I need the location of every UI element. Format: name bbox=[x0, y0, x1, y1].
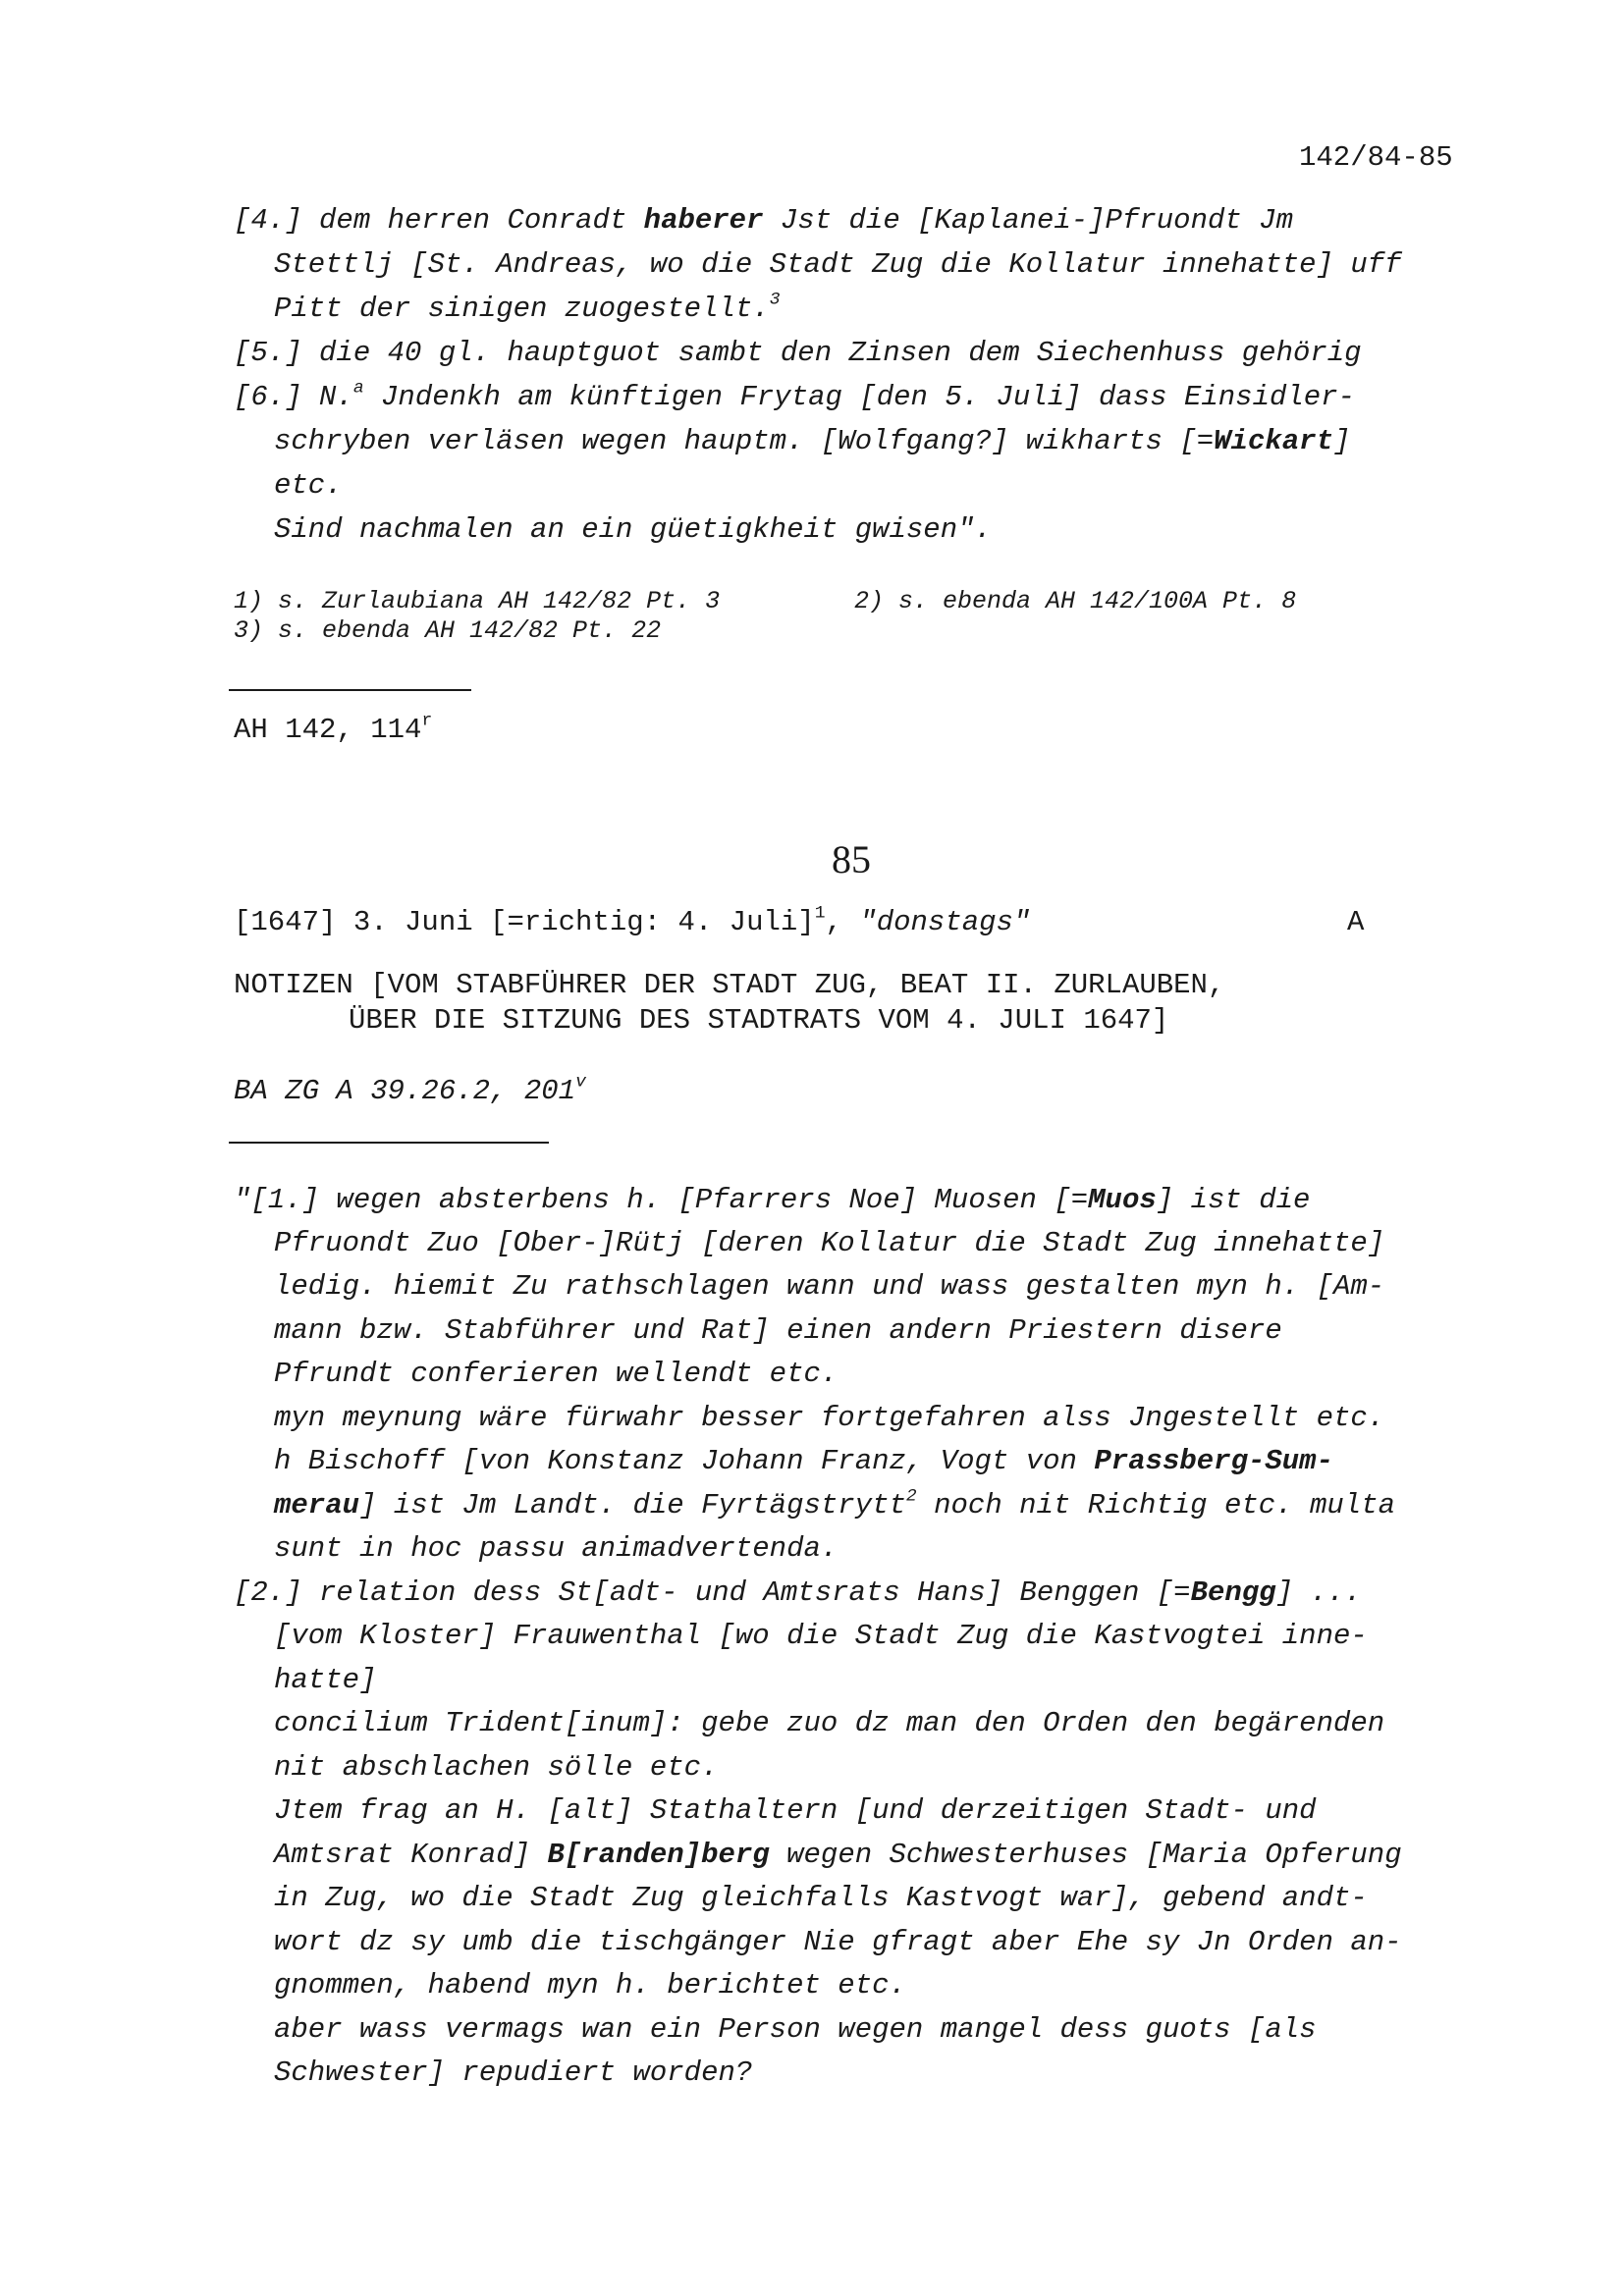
name-haberer: haberer bbox=[643, 204, 764, 237]
p2-line-4: concilium Trident[inum]: gebe zuo dz man den Orden den begärenden bbox=[274, 1707, 1385, 1739]
p2-line-11: aber wass vermags wan ein Person wegen mangel dess guots [als bbox=[274, 2013, 1317, 2046]
footnote-3: 3) s. ebenda AH 142/82 Pt. 22 bbox=[234, 616, 662, 645]
p1-line-2: Pfruondt Zuo [Ober-]Rütj [deren Kollatur die Stadt Zug innehatte] bbox=[274, 1227, 1385, 1259]
name-brandenberg: B[randen]berg bbox=[547, 1839, 770, 1871]
source-reference: AH 142, 114$^r$ bbox=[234, 711, 433, 746]
footnote-1: 1) s. Zurlaubiana AH 142/82 Pt. 3 bbox=[234, 587, 721, 615]
note-ref-a: a bbox=[352, 378, 364, 399]
date-quote: "donstags" bbox=[859, 906, 1031, 938]
name-wickart: Wickart bbox=[1214, 425, 1333, 457]
p2-line-8: in Zug, wo die Stadt Zug gleichfalls Kastvogt war], gebend andt- bbox=[274, 1882, 1368, 1914]
p2-line-3: hatte] bbox=[274, 1664, 377, 1696]
p1-line-9: sunt in hoc passu animadvertenda. bbox=[274, 1532, 839, 1565]
p2-line-2: [vom Kloster] Frauwenthal [wo die Stadt Zug die Kastvogtei inne- bbox=[274, 1620, 1368, 1652]
footnote-ref-1: 1 bbox=[814, 903, 826, 924]
item-4-line-1: [4.] dem herren Conradt haberer Jst die [Kaplanei-]Pfruondt Jm bbox=[234, 204, 1293, 237]
p1-line-4: mann bzw. Stabführer und Rat] einen andern Priestern disere bbox=[274, 1314, 1282, 1347]
divider-rule bbox=[229, 1142, 549, 1144]
item-6-line-4: Sind nachmalen an ein güetigkheit gwisen". bbox=[274, 513, 992, 546]
page-reference: 142/84-85 bbox=[1299, 141, 1453, 174]
archive-reference: BA ZG A 39.26.2, 201$^v$ bbox=[234, 1072, 586, 1107]
p1-line-7: h Bischoff [von Konstanz Johann Franz, Vogt von Prassberg-Sum- bbox=[274, 1445, 1333, 1477]
p2-line-9: wort dz sy umb die tischgänger Nie gfragt aber Ehe sy Jn Orden an- bbox=[274, 1926, 1402, 1958]
classification-mark: A bbox=[1347, 906, 1365, 938]
name-bengg: Bengg bbox=[1190, 1576, 1276, 1609]
name-prassberg: Prassberg-Sum- bbox=[1094, 1445, 1333, 1477]
footnote-2: 2) s. ebenda AH 142/100A Pt. 8 bbox=[854, 587, 1297, 615]
entry-title-line-2: ÜBER DIE SITZUNG DES STADTRATS VOM 4. JULI 1647] bbox=[349, 1004, 1169, 1037]
item-5: [5.] die 40 gl. hauptguot sambt den Zinsen dem Siechenhuss gehörig bbox=[234, 337, 1362, 369]
entry-date: [1647] 3. Juni [=richtig: 4. Juli]$^1$, "donstags" bbox=[234, 903, 1031, 938]
p2-line-12: Schwester] repudiert worden? bbox=[274, 2056, 753, 2089]
p2-line-6: Jtem frag an H. [alt] Stathaltern [und derzeitigen Stadt- und bbox=[274, 1794, 1317, 1827]
footnote-ref-2: 2 bbox=[905, 1486, 917, 1507]
p1-line-8: merau] ist Jm Landt. die Fyrtägstrytt$^2$ noch nit Richtig etc. multa bbox=[274, 1486, 1395, 1522]
item-4-line-3: Pitt der sinigen zuogestellt.$^3$ bbox=[274, 290, 781, 325]
p2-line-5: nit abschlachen sölle etc. bbox=[274, 1751, 719, 1784]
entry-title-line-1: NOTIZEN [VOM STABFÜHRER DER STADT ZUG, BEAT II. ZURLAUBEN, bbox=[234, 969, 1225, 1001]
p2-line-7: Amtsrat Konrad] B[randen]berg wegen Schwesterhuses [Maria Opferung bbox=[274, 1839, 1402, 1871]
p1-line-5: Pfrundt conferieren wellendt etc. bbox=[274, 1358, 839, 1390]
footnote-ref-3: 3 bbox=[769, 290, 781, 310]
item-6-line-1: [6.] N.$^a$ Jndenkh am künftigen Frytag [den 5. Juli] dass Einsidler- bbox=[234, 378, 1355, 413]
name-muos: Muos bbox=[1088, 1184, 1157, 1216]
p2-line-1: [2.] relation dess St[adt- und Amtsrats Hans] Benggen [=Bengg] ... bbox=[234, 1576, 1362, 1609]
item-6-line-3: etc. bbox=[274, 469, 343, 502]
item-4-line-2: Stettlj [St. Andreas, wo die Stadt Zug die Kollatur innehatte] uff bbox=[274, 248, 1402, 281]
entry-number: 85 bbox=[832, 837, 871, 881]
p2-line-10: gnommen, habend myn h. berichtet etc. bbox=[274, 1969, 906, 2002]
name-sumerau: merau bbox=[274, 1489, 360, 1522]
item-6-line-2: schryben verläsen wegen hauptm. [Wolfgang?] wikharts [=Wickart] bbox=[274, 425, 1351, 457]
p1-line-1: "[1.] wegen absterbens h. [Pfarrers Noe] Muosen [=Muos] ist die bbox=[234, 1184, 1311, 1216]
p1-line-6: myn meynung wäre fürwahr besser fortgefahren alss Jngestellt etc. bbox=[274, 1402, 1385, 1434]
p1-line-3: ledig. hiemit Zu rathschlagen wann und wass gestalten myn h. [Am- bbox=[274, 1270, 1385, 1303]
divider-rule bbox=[229, 689, 471, 691]
